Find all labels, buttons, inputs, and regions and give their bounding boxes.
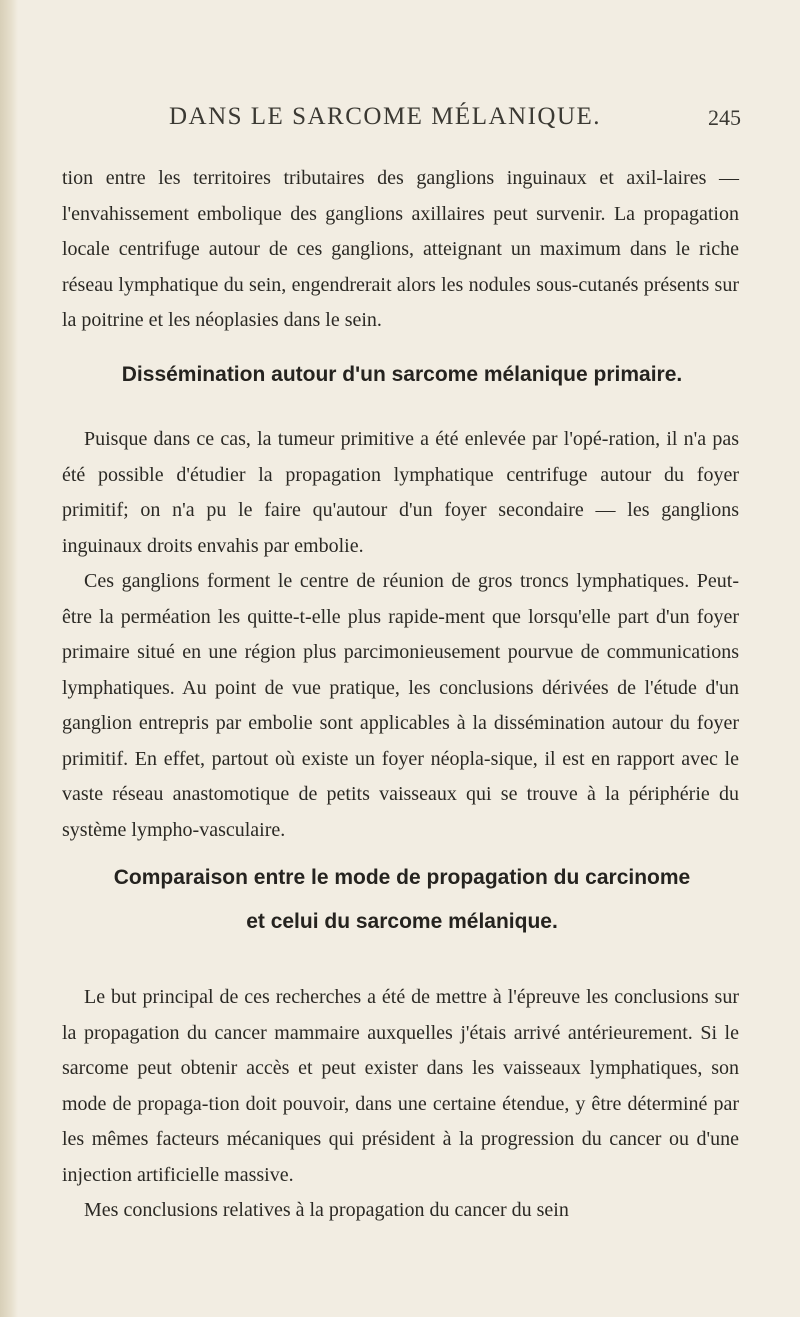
section-heading-dissemination: Dissémination autour d'un sarcome mélanique primaire.: [121, 363, 683, 386]
paragraph-block-2: [62, 422, 739, 848]
page-edge-shadow: [0, 0, 18, 1317]
paragraph-5: Mes conclusions relatives à la propagation du cancer du sein: [84, 1199, 569, 1221]
paragraph-block-3: [62, 980, 739, 1229]
paragraph-block-1: [62, 161, 739, 339]
section-heading-comparaison: [52, 856, 752, 944]
paragraph-3: Ces ganglions forment le centre de réunion de gros troncs lymphatiques. Peut-être la perméation les quitte-t-elle plus rapide-ment que lorsqu'elle part d'un foyer primaire situé en une région plus parcimonieusement pourvue de communications lymphatiques. Au point de vue pratique, les conclusions dérivées de l'étude d'un ganglion entrepris par embolie sont applicables à la dissémination autour du foyer primitif. En effet, partout où existe un foyer néopla-sique, il est en rapport avec le vaste réseau anastomotique de petits vaisseaux qui se trouve à la périphérie du système lympho-vasculaire.: [62, 570, 739, 841]
paragraph-2: Puisque dans ce cas, la tumeur primitive a été enlevée par l'opé-ration, il n'a pas été possible d'étudier la propagation lymphatique centrifuge autour du foyer primitif; on n'a pu le faire qu'autour d'un foyer secondaire — les ganglions inguinaux droits envahis par embolie.: [62, 428, 739, 557]
paragraph-1: tion entre les territoires tributaires des ganglions inguinaux et axil-laires — l'envahissement embolique des ganglions axillaires peut survenir. La propagation locale centrifuge autour de ces ganglions, atteignant un maximum dans le riche réseau lymphatique du sein, engendrerait alors les nodules sous-cutanés présents sur la poitrine et les néoplasies dans le sein.: [62, 167, 739, 331]
running-header: [0, 103, 800, 137]
page-number: 245: [708, 105, 741, 130]
section-heading-comparaison-line-1: Comparaison entre le mode de propagation du carcinome: [113, 866, 691, 889]
paragraph-4: Le but principal de ces recherches a été de mettre à l'épreuve les conclusions sur la propagation du cancer mammaire auxquelles j'étais arrivé antérieurement. Si le sarcome peut obtenir accès et peut exister dans les vaisseaux lymphatiques, son mode de propaga-tion doit pouvoir, dans une certaine étendue, y être déterminé par les mêmes facteurs mécaniques qui président à la progression du cancer ou d'une injection artificielle massive.: [62, 986, 739, 1186]
running-title: DANS LE SARCOME MÉLANIQUE.: [168, 103, 602, 130]
section-heading-comparaison-line-2: et celui du sarcome mélanique.: [246, 910, 558, 933]
